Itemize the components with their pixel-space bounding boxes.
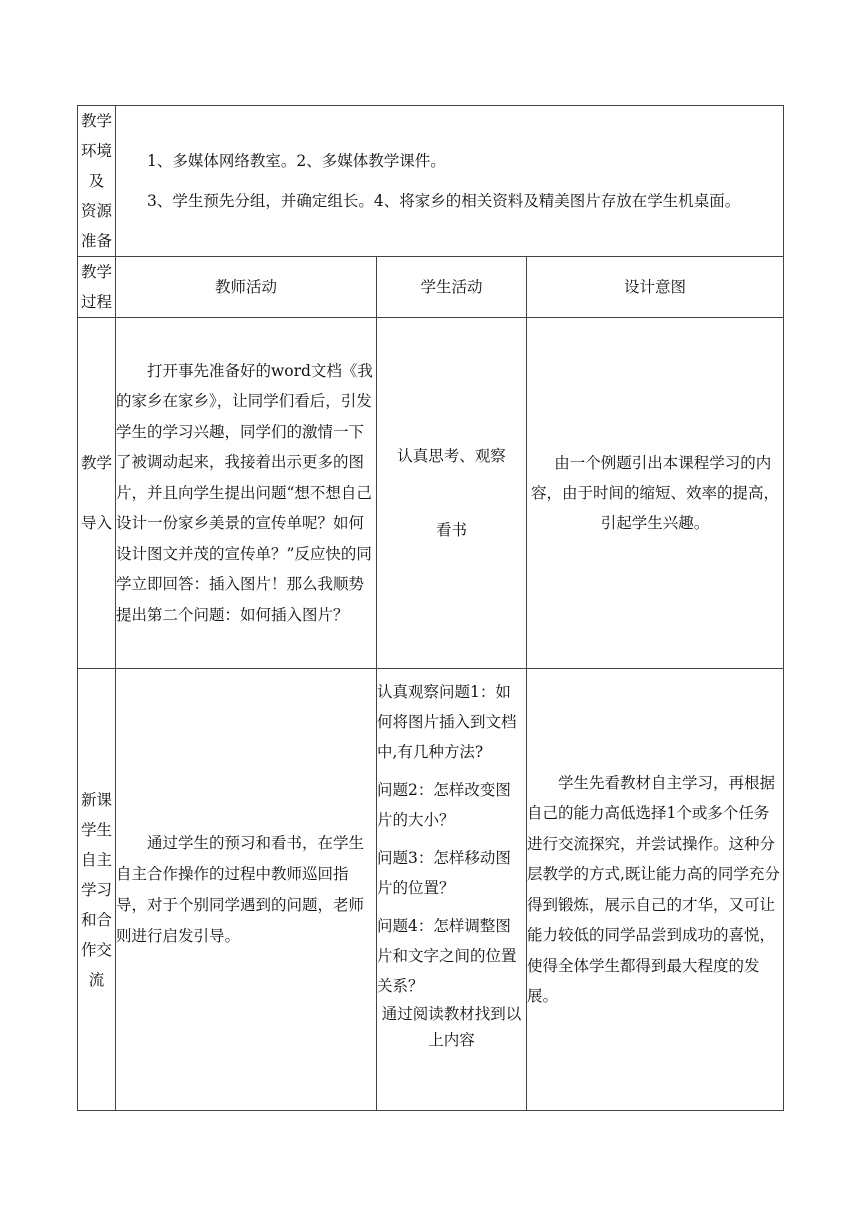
new-lesson-teacher-text: 通过学生的预习和看书，在学生自主合作操作的过程中教师巡回指导，对于个别同学遇到的问题，老师则进行启发引导。 [116, 833, 365, 945]
label-line: 学习 [80, 880, 112, 899]
intro-teacher-activity [116, 318, 377, 669]
label-line: 及 [88, 172, 105, 190]
intro-student-line: 看书 [435, 521, 467, 539]
label-line: 作交 [80, 940, 112, 959]
label-line: 自主 [80, 850, 112, 869]
environment-line: 3、学生预先分组，并确定组长。4、将家乡的相关资料及精美图片存放在学生机桌面。 [147, 192, 741, 210]
label-line: 导入 [80, 514, 112, 532]
label-line: 教学 [80, 454, 112, 472]
intro-design-text: 由一个例题引出本课程学习的内容，由于时间的缩短、效率的提高，引起学生兴趣。 [531, 454, 780, 532]
design-intent-header: 设计意图 [527, 257, 784, 318]
new-lesson-design-intent [527, 669, 784, 1111]
lesson-plan-table [77, 105, 784, 1111]
label-line: 资源 [80, 202, 112, 220]
student-question: 问题3：怎样移动图片的位置？ [377, 849, 511, 897]
student-activity-header: 学生活动 [377, 257, 527, 318]
label-line: 和合 [80, 910, 112, 929]
environment-row [78, 106, 784, 257]
environment-label [78, 106, 116, 257]
new-lesson-label [78, 669, 116, 1111]
label-line: 新课 [80, 790, 112, 809]
label-line: 流 [88, 970, 105, 989]
student-tail: 通过阅读教材找到以上内容 [381, 1005, 522, 1049]
label-line: 环境 [80, 142, 112, 160]
intro-design-intent [527, 318, 784, 669]
teacher-activity-header: 教师活动 [116, 257, 377, 318]
new-lesson-student-activity [377, 669, 527, 1111]
label-line: 过程 [80, 293, 112, 311]
intro-student-activity [377, 318, 527, 669]
label-line: 教学 [80, 112, 112, 130]
label-line: 教学 [80, 263, 112, 281]
student-question: 问题4：怎样调整图片和文字之间的位置关系？ [377, 917, 517, 995]
new-lesson-design-text: 学生先看教材自主学习，再根据自己的能力高低选择1个或多个任务进行交流探究，并尝试操作。这种分层教学的方式,既让能力高的同学充分得到锻炼，展示自己的才华，又可让能力较低的同学品尝到成功的喜悦，使得全体学生都得到最大程度的发展。 [527, 773, 780, 1005]
environment-line: 1、多媒体网络教室。2、多媒体教学课件。 [147, 152, 446, 170]
new-lesson-teacher-activity [116, 669, 377, 1111]
intro-label [78, 318, 116, 669]
process-label [78, 257, 116, 318]
intro-student-line: 认真思考、观察 [397, 447, 506, 465]
process-header-row [78, 257, 784, 318]
student-question: 认真观察问题1：如何将图片插入到文档中,有几种方法? [377, 683, 517, 761]
environment-content [116, 106, 784, 257]
intro-row [78, 318, 784, 669]
new-lesson-row [78, 669, 784, 1111]
student-question: 问题2：怎样改变图片的大小？ [377, 781, 511, 829]
label-line: 准备 [80, 232, 112, 250]
intro-teacher-text: 打开事先准备好的word文档《我的家乡在家乡》，让同学们看后，引发学生的学习兴趣，同学们的激情一下了被调动起来，我接着出示更多的图片，并且向学生提出问题“想不想自己设计一份家乡美景的宣传单呢？如何设计图文并茂的宣传单？”反应快的同学立即回答：插入图片！那么我顺势提出第二个问题：如何插入图片？ [116, 361, 373, 624]
label-line: 学生 [80, 820, 112, 839]
